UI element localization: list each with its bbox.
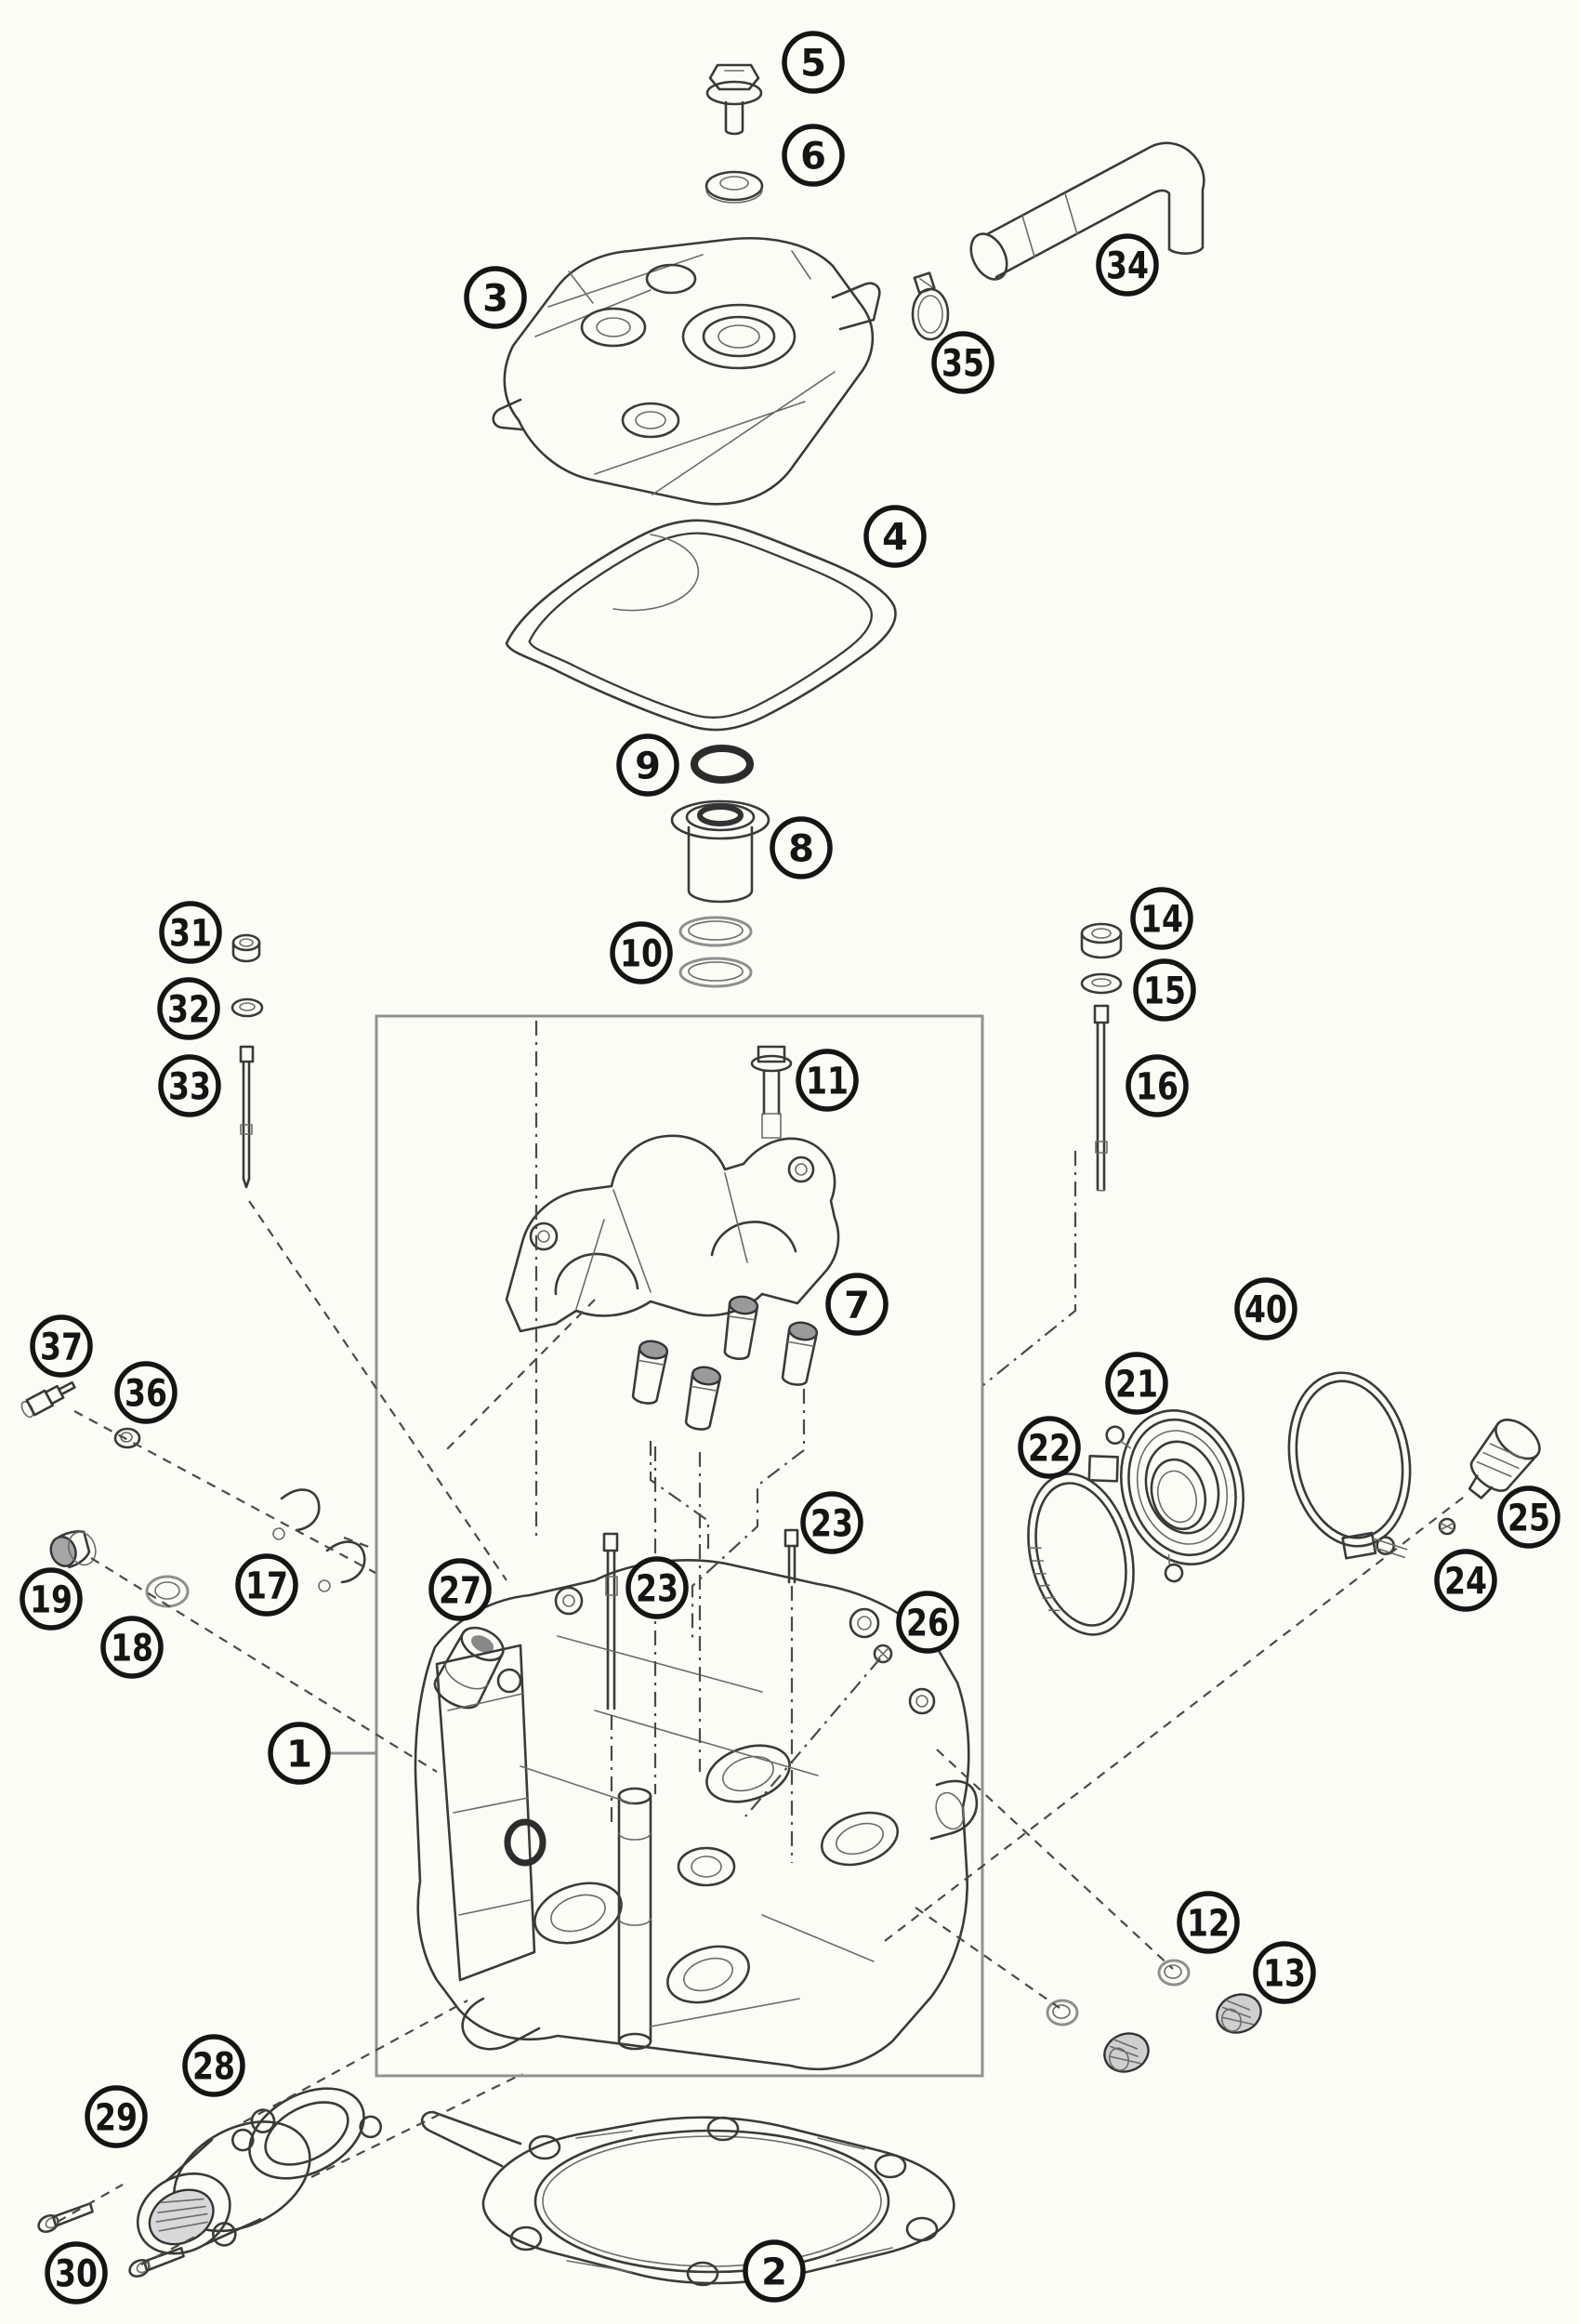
callout-3-valve-cover[interactable] (467, 269, 524, 326)
part-stud-16 (1095, 1006, 1108, 1191)
part-washer-6 (706, 172, 762, 203)
callout-22-worm-clamp[interactable] (1020, 1419, 1078, 1476)
leader-line-14 (937, 1750, 1173, 1969)
callout-number: 8 (788, 827, 814, 871)
callout-number: 14 (1140, 898, 1183, 942)
part-spark-plug-37 (20, 1378, 77, 1419)
callout-number: 36 (125, 1372, 167, 1416)
leader-line-17 (244, 2000, 467, 2122)
callout-36-sealing-washer[interactable] (117, 1364, 175, 1421)
callout-number: 9 (635, 745, 661, 788)
callout-number: 27 (439, 1569, 481, 1613)
callout-number: 19 (30, 1578, 72, 1622)
callout-33-stud-bolt[interactable] (161, 1057, 218, 1115)
leader-line-4 (444, 1300, 595, 1452)
callout-1-cylinder-head[interactable] (270, 1724, 328, 1782)
callout-number: 30 (55, 2252, 98, 2296)
part-dowel-pin-23a (604, 1534, 617, 1709)
part-washer-15 (1082, 974, 1121, 993)
callout-number: 2 (761, 2251, 787, 2294)
callout-32-washer[interactable] (160, 980, 217, 1037)
part-clip-24 (1440, 1519, 1455, 1534)
leader-line-15 (915, 1908, 1060, 2008)
callout-number: 31 (169, 912, 212, 956)
leader-line-19 (58, 2185, 123, 2222)
part-screw-plug-19 (46, 1525, 99, 1575)
part-hose-clamp-35 (913, 273, 948, 339)
part-nut-31 (233, 935, 259, 961)
leader-line-5 (983, 1151, 1075, 1385)
callout-number: 23 (810, 1502, 853, 1546)
part-o-rings-10 (680, 918, 751, 986)
callout-8-spacer-bushing[interactable] (772, 819, 830, 877)
callout-number: 34 (1106, 244, 1149, 288)
callout-12-o-ring[interactable] (1179, 1894, 1237, 1951)
part-cylinder-head-1 (415, 1560, 977, 2068)
callout-number: 16 (1136, 1065, 1178, 1109)
callout-number: 18 (111, 1627, 153, 1670)
part-flange-bolt-11 (752, 1047, 791, 1138)
leader-lines-layer (58, 1021, 1467, 2265)
callout-18-o-ring[interactable] (103, 1618, 161, 1676)
callout-26-screw[interactable] (899, 1593, 956, 1651)
callout-number: 6 (800, 135, 826, 178)
part-washer-32 (232, 999, 262, 1016)
part-collar-screw-5 (707, 65, 761, 134)
callout-19-screw-plug[interactable] (22, 1570, 80, 1628)
callout-number: 33 (168, 1065, 211, 1109)
part-valve-guides-7 (630, 1295, 818, 1432)
callout-number: 5 (800, 42, 826, 86)
callout-number: 29 (95, 2096, 138, 2140)
part-cap-27 (429, 1620, 510, 1714)
callout-11-flange-bolt[interactable] (798, 1051, 856, 1109)
callout-number: 15 (1143, 970, 1186, 1013)
part-vent-hose-34 (964, 143, 1204, 288)
callout-number: 40 (1244, 1288, 1287, 1332)
callout-number: 4 (882, 516, 908, 560)
callout-24-clip[interactable] (1437, 1552, 1494, 1609)
callout-17-retainer-hooks[interactable] (238, 1556, 296, 1614)
callout-number: 32 (167, 988, 210, 1032)
callout-28-exhaust-gasket[interactable] (185, 2037, 243, 2094)
callout-23-dowel-pin[interactable] (803, 1494, 861, 1552)
part-seal-ring-9 (694, 748, 750, 780)
callout-number: 10 (620, 932, 663, 976)
part-o-ring-12b (1047, 2000, 1077, 2025)
callout-number: 1 (286, 1733, 312, 1776)
part-dowel-pin-23b (785, 1530, 797, 1582)
callout-6-washer[interactable] (784, 126, 842, 184)
callout-23-dowel-pin[interactable] (628, 1559, 686, 1617)
callout-34-vent-hose[interactable] (1099, 236, 1156, 294)
callout-30-collar-screws[interactable] (47, 2244, 105, 2302)
callout-number: 28 (192, 2045, 235, 2089)
part-worm-clamp-22 (1009, 1449, 1158, 1645)
part-camshaft-bridge (507, 1136, 838, 1331)
part-plug-13b (1099, 2027, 1154, 2078)
callout-number: 11 (806, 1060, 849, 1103)
part-nut-14 (1082, 924, 1121, 957)
part-exhaust-gasket-28 (227, 2067, 387, 2201)
leader-line-1 (74, 1411, 375, 1573)
callout-number: 7 (844, 1284, 870, 1327)
callout-4-valve-cover-gasket[interactable] (866, 508, 924, 565)
part-head-gasket-2 (422, 2112, 954, 2285)
callout-9-seal-ring[interactable] (619, 736, 677, 794)
callout-number: 26 (906, 1602, 949, 1645)
callout-number: 3 (482, 277, 508, 321)
part-valve-cover-3 (494, 238, 880, 504)
callout-number: 35 (941, 342, 984, 386)
callout-number: 21 (1115, 1363, 1158, 1406)
callout-37-spark-plug[interactable] (33, 1317, 90, 1375)
part-screw-26 (875, 1645, 891, 1662)
callout-25-sensor[interactable] (1500, 1488, 1558, 1546)
callout-13-plug-screw[interactable] (1256, 1944, 1313, 2001)
part-intake-flange-21 (1103, 1396, 1263, 1589)
leader-line-11 (745, 1658, 880, 1816)
leader-line-21 (344, 1538, 374, 1549)
part-exhaust-flange-29 (115, 2098, 332, 2279)
callout-number: 25 (1508, 1497, 1550, 1540)
callout-10-o-rings[interactable] (612, 924, 670, 982)
reference-box (376, 1016, 982, 2076)
callout-29-exhaust-flange[interactable] (87, 2088, 145, 2146)
callout-number: 24 (1444, 1560, 1487, 1604)
callout-number: 12 (1187, 1902, 1230, 1946)
callout-16-stud-bolt[interactable] (1128, 1057, 1186, 1115)
callout-35-hose-clamp[interactable] (934, 334, 992, 391)
callout-27-cap[interactable] (431, 1561, 489, 1618)
callout-21-intake-flange[interactable] (1108, 1354, 1165, 1412)
callout-2-cylinder-head-gasket[interactable] (745, 2242, 803, 2300)
callout-number: 23 (636, 1567, 678, 1611)
part-o-ring-12a (1159, 1961, 1189, 1985)
callout-number: 17 (245, 1565, 288, 1608)
callout-14-nut[interactable] (1133, 890, 1191, 947)
callout-15-washer[interactable] (1136, 961, 1193, 1019)
part-cover-gasket-4 (390, 0, 895, 730)
part-plug-13a (1212, 1988, 1267, 2039)
part-spacer-bushing-8 (672, 801, 769, 902)
callout-7-valve-guides[interactable] (828, 1275, 886, 1333)
part-o-ring-18 (147, 1577, 188, 1606)
callout-number: 37 (40, 1326, 83, 1369)
callout-31-nut[interactable] (162, 904, 219, 961)
reference-box-layer (376, 1016, 982, 2076)
callout-40-clamp-ring[interactable] (1237, 1280, 1295, 1338)
callout-5-collar-screw[interactable] (784, 33, 842, 91)
callout-number: 13 (1263, 1952, 1306, 1996)
part-stud-33 (241, 1047, 253, 1187)
callout-number: 22 (1028, 1427, 1071, 1471)
